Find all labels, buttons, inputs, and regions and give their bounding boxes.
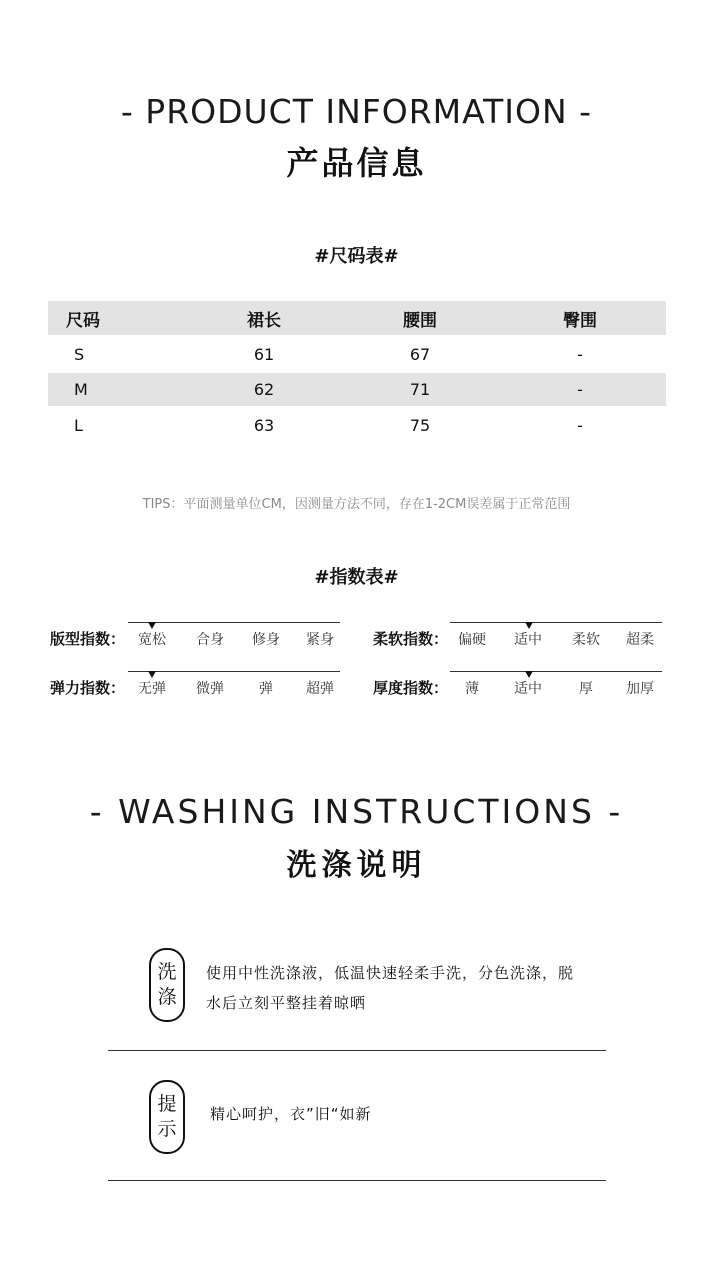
- elasticity-option: 无弹: [138, 681, 166, 697]
- column-header-size: 尺码: [66, 310, 100, 331]
- thickness-option: 厚: [579, 681, 593, 697]
- size-table-header-row: [48, 301, 666, 335]
- divider: [108, 1180, 606, 1181]
- hip-cell: -: [577, 415, 583, 435]
- measurement-tips: TIPS：平面测量单位CM，因测量方法不同，存在1-2CM误差属于正常范围: [142, 497, 571, 512]
- wash-badge: [149, 948, 185, 1022]
- thickness-index-line: [450, 671, 662, 672]
- softness-option: 偏硬: [458, 632, 486, 648]
- tip-badge-char: 提: [157, 1093, 177, 1115]
- tip-badge-char: 示: [157, 1118, 177, 1140]
- skirt-length-cell: 63: [253, 415, 275, 435]
- fit-option: 修身: [252, 632, 280, 648]
- elasticity-index-line: [128, 671, 340, 672]
- elasticity-index-marker-icon: [148, 671, 156, 678]
- fit-index-marker-icon: [148, 622, 156, 629]
- wash-instructions-text: [206, 958, 574, 1018]
- thickness-option: 适中: [514, 681, 542, 697]
- hip-cell: -: [577, 344, 583, 364]
- elasticity-option: 超弹: [306, 681, 334, 697]
- waist-cell: 75: [409, 415, 431, 435]
- divider: [108, 1050, 606, 1051]
- thickness-index-label: 厚度指数：: [373, 679, 449, 697]
- fit-index-label: 版型指数：: [50, 630, 126, 648]
- skirt-length-cell: 61: [253, 344, 275, 364]
- elasticity-option: 弹: [259, 681, 273, 697]
- tip-badge: [149, 1080, 185, 1154]
- softness-index-label: 柔软指数：: [373, 630, 449, 648]
- size-cell: S: [74, 344, 85, 364]
- fit-option: 合身: [196, 632, 224, 648]
- waist-cell: 67: [409, 344, 431, 364]
- wash-badge-char: 涤: [157, 986, 177, 1008]
- thickness-option: 加厚: [626, 681, 654, 697]
- softness-index-marker-icon: [525, 622, 533, 629]
- softness-option: 柔软: [572, 632, 600, 648]
- table-row: [48, 406, 666, 444]
- washing-title-cn: 洗涤说明: [286, 848, 427, 883]
- table-row: [48, 335, 666, 373]
- wash-badge-char: 洗: [157, 961, 177, 983]
- fit-index-line: [128, 622, 340, 623]
- product-info-title-cn: 产品信息: [286, 144, 427, 182]
- softness-option: 适中: [514, 632, 542, 648]
- care-tip-text: [210, 1099, 372, 1129]
- washing-title-en: - WASHING INSTRUCTIONS -: [89, 792, 624, 831]
- thickness-index-marker-icon: [525, 671, 533, 678]
- elasticity-option: 微弹: [196, 681, 224, 697]
- column-header-skirt-length: 裙长: [247, 310, 281, 331]
- softness-index-line: [450, 622, 662, 623]
- size-cell: M: [74, 380, 88, 399]
- column-header-hip: 臀围: [563, 310, 597, 331]
- hip-cell: -: [577, 380, 583, 399]
- skirt-length-cell: 62: [253, 380, 275, 399]
- index-table-heading: #指数表#: [314, 567, 399, 588]
- elasticity-index-label: 弹力指数：: [50, 679, 126, 697]
- thickness-option: 薄: [465, 681, 479, 697]
- table-row: [48, 373, 666, 406]
- fit-option: 宽松: [138, 632, 166, 648]
- waist-cell: 71: [409, 380, 431, 399]
- column-header-waist: 腰围: [403, 310, 437, 331]
- wash-line: 使用中性洗涤液，低温快速轻柔手洗，分色洗涤，脱: [206, 964, 575, 982]
- size-table-heading: #尺码表#: [314, 246, 399, 267]
- tip-line: 精心呵护，衣”旧“如新: [210, 1105, 372, 1123]
- wash-line: 水后立刻平整挂着晾晒: [206, 994, 367, 1012]
- size-cell: L: [74, 415, 83, 435]
- fit-option: 紧身: [306, 632, 334, 648]
- softness-option: 超柔: [626, 632, 654, 648]
- product-info-title-en: - PRODUCT INFORMATION -: [120, 92, 593, 131]
- size-table: [48, 301, 666, 444]
